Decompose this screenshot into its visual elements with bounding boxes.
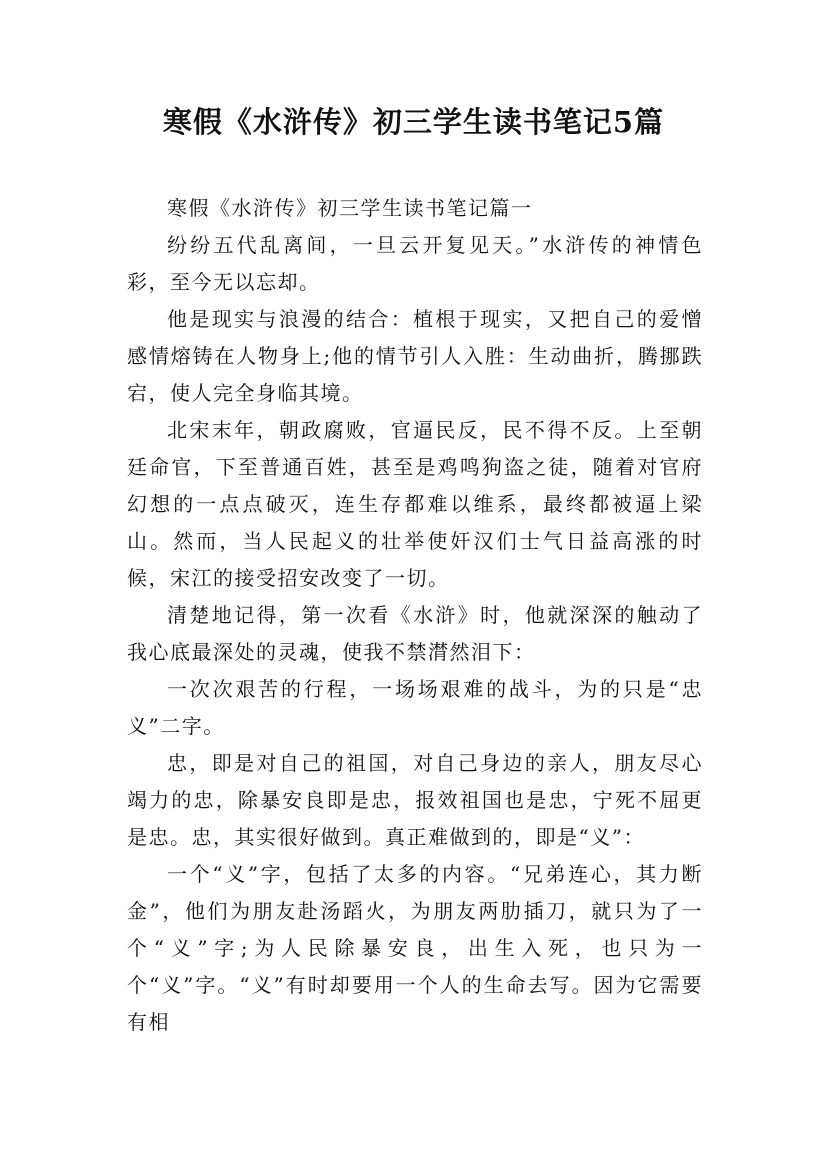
paragraph: 一个“义”字，包括了太多的内容。“兄弟连心，其力断金”，他们为朋友赴汤蹈火，为朋友两肋插刀，就只为了一个“义”字;为人民除暴安良，出生入死，也只为一个“义”字。“义”有时却要用一个人的生命去写。因为它需要有相 [127,862,703,1034]
paragraph: 纷纷五代乱离间，一旦云开复见天。”水浒传的神情色彩，至今无以忘却。 [127,233,703,294]
document-body [127,190,703,1041]
section-heading: 寒假《水浒传》初三学生读书笔记篇一 [167,196,533,220]
paragraph: 清楚地记得，第一次看《水浒》时，他就深深的触动了我心底最深处的灵魂，使我不禁潸然泪下： [127,603,703,664]
paragraph: 忠，即是对自己的祖国，对自己身边的亲人，朋友尽心竭力的忠，除暴安良即是忠，报效祖国也是忠，宁死不屈更是忠。忠，其实很好做到。真正难做到的，即是“义”： [127,751,703,849]
document-title: 寒假《水浒传》初三学生读书笔记5篇 [162,105,665,139]
paragraph: 他是现实与浪漫的结合：植根于现实，又把自己的爱憎感情熔铸在人物身上;他的情节引人入胜：生动曲折，腾挪跌宕，使人完全身临其境。 [127,307,703,405]
paragraph: 北宋末年，朝政腐败，官逼民反，民不得不反。上至朝廷命官，下至普通百姓，甚至是鸡鸣狗盗之徒，随着对官府幻想的一点点破灭，连生存都难以维系，最终都被逼上梁山。然而，当人民起义的壮举使奸汉们士气日益高涨的时候，宋江的接受招安改变了一切。 [127,418,703,590]
paragraph: 一次次艰苦的行程，一场场艰难的战斗，为的只是“忠义”二字。 [127,677,703,738]
